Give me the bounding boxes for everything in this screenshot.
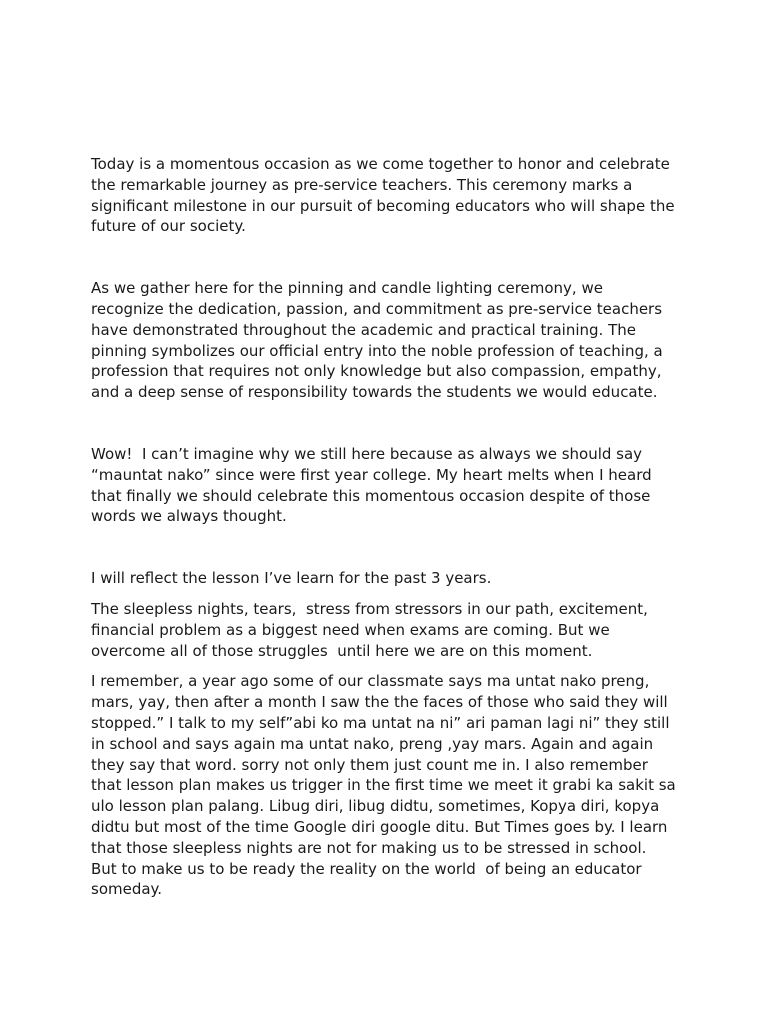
paragraph-remember: I remember, a year ago some of our classmate says ma untat nako preng, mars, yay, then after a month I saw the the faces of those who said they will stopped.” I talk to my self”abi ko ma untat na ni” ari paman lagi ni” they still in school and says again ma untat nako, preng ,yay mars. Again and again they say that word. sorry not only them just count me in. I also remember that lesson plan makes us trigger in the first time we meet it grabi ka sakit sa ulo lesson plan palang. Libug diri, libug didtu, sometimes, Kopya diri, kopya didtu but most of the time Google diri google ditu. But Times goes by. I learn that those sleepless nights are not for making us to be stressed in school. But to make us to be ready the reality on the world of being an educator someday. — [91, 672, 676, 899]
paragraph-sleepless-nights: The sleepless nights, tears, stress from stressors in our path, excitement, financial problem as a biggest need when exams are coming. But we overcome all of those struggles until here we are on this moment. — [91, 599, 648, 660]
paragraph-intro: Today is a momentous occasion as we come together to honor and celebrate the remarkable journey as pre-service teachers. This ceremony marks a significant milestone in our pursuit of becoming educators who will shape the future of our society. — [91, 155, 675, 236]
document-body — [91, 154, 691, 900]
paragraph-spacer — [91, 589, 691, 599]
paragraph-ceremony: As we gather here for the pinning and candle lighting ceremony, we recognize the dedication, passion, and commitment as pre-service teachers have demonstrated throughout the academic and practical training. The pinning symbolizes our official entry into the noble profession of teaching, a profession that requires not only knowledge but also compassion, empathy, and a deep sense of responsibility towards the students we would educate. — [91, 279, 663, 402]
paragraph-spacer — [91, 527, 691, 568]
paragraph-spacer — [91, 661, 691, 671]
paragraph-spacer — [91, 237, 691, 278]
paragraph-spacer — [91, 403, 691, 444]
paragraph-wow: Wow! I can’t imagine why we still here because as always we should say “mauntat nako” since were first year college. My heart melts when I heard that finally we should celebrate this momentous occasion despite of those words we always thought. — [91, 444, 652, 526]
paragraph-reflect: I will reflect the lesson I’ve learn for the past 3 years. — [91, 569, 492, 588]
